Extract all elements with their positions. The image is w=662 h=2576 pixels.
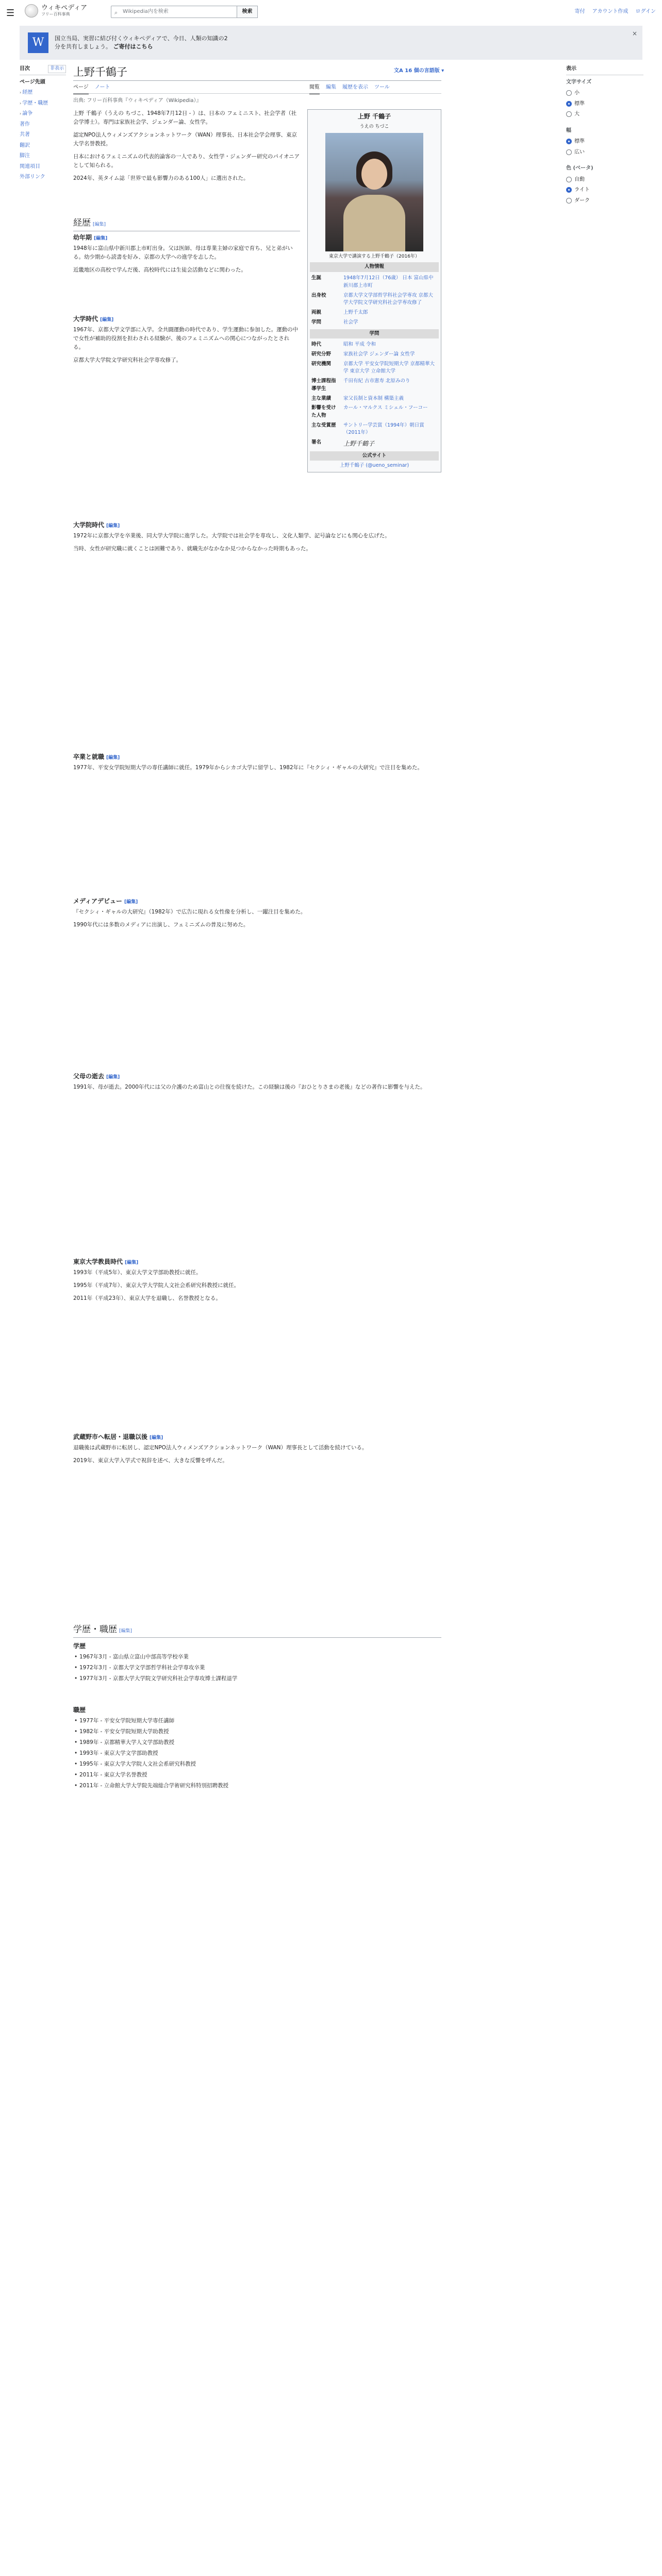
jobs-heading: 職歴 xyxy=(73,1706,86,1714)
intro-paragraph: 日本におけるフェミニズムの代表的論客の一人であり、女性学・ジェンダー研究のパイオニアとして知られる。 xyxy=(73,154,300,168)
tab-talk[interactable]: ノート xyxy=(94,84,110,90)
subsection-heading: 大学院時代 [編集] xyxy=(73,521,120,529)
site-tagline: フリー百科事典 xyxy=(41,12,70,16)
search-icon: ⌕ xyxy=(114,9,118,16)
header xyxy=(0,0,662,24)
subsection-heading: メディアデビュー [編集] xyxy=(73,897,138,905)
create-account-link[interactable]: アカウント作成 xyxy=(592,9,628,14)
infobox-row: 時代 昭和 平成 令和 xyxy=(311,342,376,348)
tab-edit[interactable]: 編集 xyxy=(326,84,336,90)
color-light[interactable]: ライト xyxy=(566,186,643,194)
jobs-list xyxy=(73,1717,441,1792)
infobox-name: 上野 千鶴子 xyxy=(357,113,391,120)
text-size-large[interactable]: 大 xyxy=(566,110,643,118)
tab-history[interactable]: 履歴を表示 xyxy=(342,84,368,90)
chevron-right-icon: › xyxy=(20,111,22,116)
edit-link[interactable]: [編集] xyxy=(100,317,114,323)
toc-item[interactable]: › 論争 xyxy=(20,111,33,117)
text-size-small[interactable]: 小 xyxy=(566,89,643,97)
source-line: 出典: フリー百科事典『ウィキペディア（Wikipedia）』 xyxy=(73,98,202,104)
grad-text: 1972年に京都大学を卒業後、同大学大学院に進学した。大学院では社会学を専攻し、文化人類学、記号論などにも関心を広げた。 当時、女性が研究職に就くことは困難であり、就職先がなかなか見つからなかった時期もあった。 xyxy=(73,533,390,552)
tabs-divider xyxy=(73,93,441,94)
width-group: 幅 標準 広い xyxy=(566,127,643,157)
intro xyxy=(73,109,300,187)
infobox-row: 博士課程指導学生 千田有紀 古市憲寿 北原みのり xyxy=(311,378,410,392)
employment-text: 1977年、平安女学院短期大学の専任講師に就任。1979年からシカゴ大学に留学し、1982年に『セクシィ・ギャルの大研究』で注目を集めた。 xyxy=(73,765,423,771)
edit-link[interactable]: [編集] xyxy=(119,1629,133,1634)
toc-sidebar xyxy=(20,65,66,184)
website-link[interactable]: 上野千鶴子 (@ueno_seminar) xyxy=(339,463,409,469)
edit-link[interactable]: [編集] xyxy=(106,755,120,760)
donation-banner xyxy=(20,26,642,60)
view-tabs xyxy=(309,83,390,94)
toc-item[interactable]: 関連項目 xyxy=(20,163,40,170)
toc-hide-button[interactable]: 非表示 xyxy=(48,65,66,73)
subsection-heading: 幼年期 [編集] xyxy=(73,234,108,241)
toc-item[interactable]: 翻訳 xyxy=(20,142,30,148)
close-icon[interactable]: × xyxy=(632,30,637,37)
search-bar xyxy=(111,6,258,18)
infobox-row: 研究分野 家族社会学 ジェンダー論 女性学 xyxy=(311,351,415,357)
infobox-academic-table xyxy=(310,340,439,450)
tab-tools[interactable]: ツール xyxy=(374,84,390,90)
infobox-row: 影響を受けた人物 カール・マルクス ミシェル・フーコー xyxy=(311,405,428,418)
wikipedia-globe-icon xyxy=(25,4,38,18)
media-text: 『セクシィ・ギャルの大研究』（1982年）で広告に現れる女性像を分析し、一躍注目を集めた。 1990年代には多数のメディアに出演し、フェミニズムの普及に努めた。 xyxy=(73,909,306,928)
list-item: • 1982年 - 平安女学院短期大学助教授 xyxy=(73,1727,441,1736)
infobox-row: 両親 上野千太郎 xyxy=(311,310,368,316)
banner-text: 国立当局、実習に結び付くウィキペディアで、今日、人類の知識の2分を共有しましょう。 ご寄付はこちら xyxy=(55,35,228,50)
infobox-person-table xyxy=(310,274,439,327)
color-dark[interactable]: ダーク xyxy=(566,197,643,205)
edit-link[interactable]: [編集] xyxy=(93,222,106,227)
section-heading-career: 経歴 [編集] xyxy=(73,216,300,231)
toc-item[interactable]: 脚注 xyxy=(20,153,30,159)
toc-item[interactable]: › 経歴 xyxy=(20,90,33,96)
search-button[interactable]: 検索 xyxy=(237,6,258,18)
search-input[interactable] xyxy=(111,6,237,18)
edit-link[interactable]: [編集] xyxy=(124,900,138,905)
edit-link[interactable]: [編集] xyxy=(94,236,108,241)
toc-item[interactable]: 共著 xyxy=(20,132,30,138)
childhood-text: 1948年に富山県中新川郡上市町出身。父は医師、母は専業主婦の家庭で育ち、兄と弟がいる。幼少期から読書を好み、京都の大学への進学を志した。 近畿地区の高校で学んだ後、高校時代には生徒会活動などに関わった。 xyxy=(73,245,293,273)
infobox-section-person: 人物情報 xyxy=(310,262,439,272)
university-text: 1967年、京都大学文学部に入学。全共闘運動の時代であり、学生運動に参加した。運動の中で女性が補助的役割を担わされる経験が、後のフェミニズムへの関心につながったとされる。 京都大学大学院文学研究科社会学専攻修了。 xyxy=(73,327,299,363)
user-links xyxy=(575,8,656,16)
subsection-heading: 父母の逝去 [編集] xyxy=(73,1073,120,1080)
infobox xyxy=(307,109,441,472)
infobox-row: 署名 上野千鶴子 xyxy=(311,439,375,448)
photo-caption: 東京大学で講演する上野千鶴子（2016年） xyxy=(329,253,420,259)
toc-title: 目次 xyxy=(20,66,30,72)
section-heading-history: 学歴・職歴 [編集] xyxy=(73,1623,441,1638)
edit-link[interactable]: [編集] xyxy=(125,1260,139,1265)
infobox-row: 学問 社会学 xyxy=(311,319,358,325)
color-group: 色 (ベータ) 自動 ライト ダーク xyxy=(566,164,643,205)
list-item: • 1972年3月 - 京都大学文学部哲学科社会学専攻卒業 xyxy=(73,1664,441,1672)
subsection-heading: 卒業と就職 [編集] xyxy=(73,753,120,760)
father-text: 1991年、母が逝去。2000年代には父の介護のため富山との往復を続けた。この経験は後の『おひとりさまの老後』などの著作に影響を与えた。 xyxy=(73,1084,426,1090)
subsection-heading: 東京大学教員時代 [編集] xyxy=(73,1258,139,1265)
list-item: • 1967年3月 - 富山県立富山中部高等学校卒業 xyxy=(73,1653,441,1662)
banner-donate-link[interactable]: ご寄付はこちら xyxy=(113,43,153,50)
page-title: 上野千鶴子 xyxy=(73,66,127,78)
toc-item[interactable]: 外部リンク xyxy=(20,174,45,180)
menu-icon[interactable]: ☰ xyxy=(6,8,15,19)
edit-link[interactable]: [編集] xyxy=(150,1435,163,1440)
subsection-heading: 大学時代 [編集] xyxy=(73,315,114,323)
subsection-heading: 武蔵野市へ転居・退職以後 [編集] xyxy=(73,1433,163,1440)
list-item: • 1989年 - 京都精華大学人文学部助教授 xyxy=(73,1738,441,1747)
appearance-panel xyxy=(566,65,643,213)
musashino-text: 退職後は武蔵野市に転居し、認定NPO法人ウィメンズアクションネットワーク（WAN）理事長として活動を続けている。 2019年、東京大学入学式で祝辞を述べ、大きな反響を呼んだ。 xyxy=(73,1445,368,1464)
list-item: • 1977年 - 平安女学院短期大学専任講師 xyxy=(73,1717,441,1725)
portrait-photo[interactable] xyxy=(325,133,423,251)
text-size-group: 文字サイズ 小 標準 大 xyxy=(566,78,643,118)
infobox-row: 主な受賞歴 サントリー学芸賞（1994年）朝日賞（2011年） xyxy=(311,422,424,436)
login-link[interactable]: ログイン xyxy=(635,9,656,14)
appearance-header: 表示 xyxy=(566,65,643,75)
intro-paragraph: 上野 千鶴子（うえの ちづこ、1948年7月12日 - ）は、日本の フェミニスト、社会学者（社会学博士）。専門は家族社会学、ジェンダー論、女性学。 xyxy=(73,110,297,125)
education-heading: 学歴 xyxy=(73,1642,86,1650)
infobox-kana: うえの ちづこ xyxy=(359,124,389,129)
width-wide[interactable]: 広い xyxy=(566,148,643,157)
list-item: • 1995年 - 東京大学大学院人文社会系研究科教授 xyxy=(73,1760,441,1769)
infobox-section-website: 公式サイト xyxy=(310,451,439,461)
chevron-right-icon: › xyxy=(20,100,22,106)
infobox-section-academic: 学問 xyxy=(310,329,439,339)
namespace-tabs xyxy=(73,83,110,94)
list-item: • 1977年3月 - 京都大学大学院文学研究科社会学専攻博士課程退学 xyxy=(73,1674,441,1683)
tab-page[interactable]: ページ xyxy=(73,83,89,94)
tab-read[interactable]: 閲覧 xyxy=(309,83,320,94)
infobox-row: 研究機関 京都大学 平安女学院短期大学 京都精華大学 東京大学 立命館大学 xyxy=(311,361,435,375)
color-auto[interactable]: 自動 xyxy=(566,176,643,184)
edit-link[interactable]: [編集] xyxy=(106,523,120,529)
chevron-right-icon: › xyxy=(20,90,22,95)
edit-link[interactable]: [編集] xyxy=(106,1075,120,1080)
list-item: • 2011年 - 東京大学名誉教授 xyxy=(73,1771,441,1780)
site-name: ウィキペディア xyxy=(41,4,88,12)
toc-item[interactable]: 著作 xyxy=(20,121,30,127)
wikipedia-w-icon: W xyxy=(28,32,48,53)
education-list xyxy=(73,1653,441,1685)
tokyo-text: 1993年（平成5年）、東京大学文学部助教授に就任。 1995年（平成7年）、東京大学大学院人文社会系研究科教授に就任。 2011年（平成23年）、東京大学を退職し、名誉教授となる。 xyxy=(73,1269,240,1301)
title-divider xyxy=(73,80,441,81)
infobox-row: 生誕 1948年7月12日（76歳） 日本 富山県中新川郡上市町 xyxy=(311,275,434,289)
infobox-row: 出身校 京都大学文学部哲学科社会学専攻 京都大学大学院文学研究科社会学専攻修了 xyxy=(311,292,434,306)
intro-paragraph: 2024年、英タイム誌「世界で最も影響力のある100人」に選出された。 xyxy=(73,175,249,181)
toc-item[interactable]: ページ先頭 xyxy=(20,79,45,85)
list-item: • 1993年 - 東京大学文学部助教授 xyxy=(73,1749,441,1758)
site-logo[interactable] xyxy=(25,4,87,18)
text-size-standard[interactable]: 標準 xyxy=(566,100,643,108)
donate-link[interactable]: 寄付 xyxy=(574,9,585,14)
language-button[interactable]: 文A 16 個の言語版 ▾ xyxy=(394,68,444,74)
toc-item[interactable]: › 学歴・職歴 xyxy=(20,100,48,106)
search-placeholder: Wikipedia内を検索 xyxy=(123,9,169,15)
intro-paragraph: 認定NPO法人ウィメンズアクションネットワーク（WAN）理事長、日本社会学会理事、東京大学名誉教授。 xyxy=(73,132,297,147)
list-item: • 2011年 - 立命館大学大学院先端総合学術研究科特別招聘教授 xyxy=(73,1782,441,1790)
infobox-row: 主な業績 家父長制と資本制 構築主義 xyxy=(311,395,404,401)
toc-header xyxy=(20,65,66,75)
width-standard[interactable]: 標準 xyxy=(566,138,643,146)
